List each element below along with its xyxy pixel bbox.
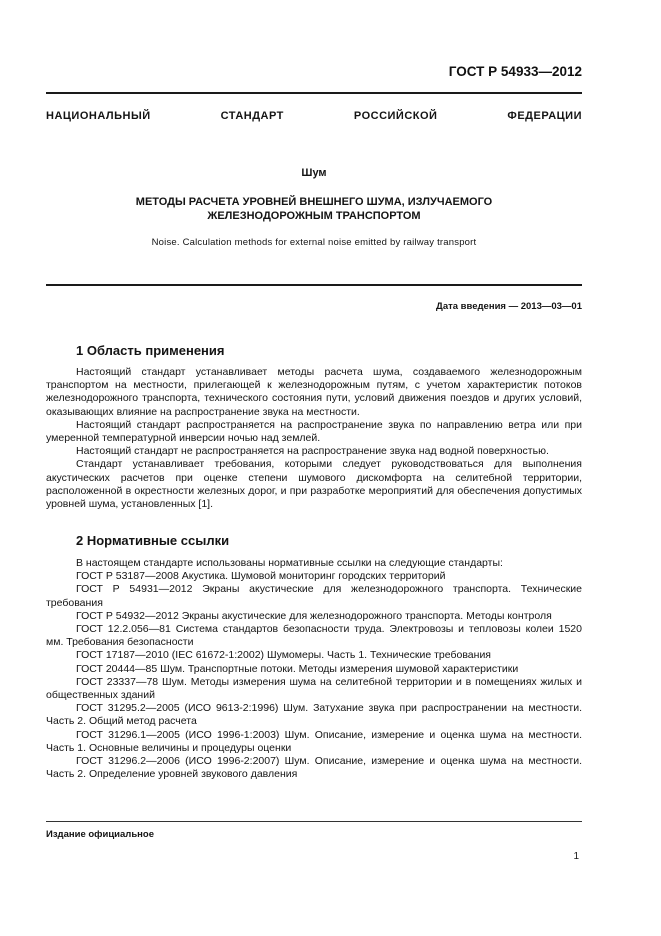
reference-item: ГОСТ Р 54932—2012 Экраны акустические для железнодорожного транспорта. Методы контроля: [76, 609, 552, 622]
header-divider: [46, 92, 582, 94]
reference-item: ГОСТ 31295.2—2005 (ИСО 9613-2:1996) Шум. Затухание звука при распространении на местности. Часть 2. Общий метод расчета: [46, 702, 582, 728]
reference-item: ГОСТ 17187—2010 (IEC 61672-1:2002) Шумомеры. Часть 1. Технические требования: [76, 649, 491, 662]
section-2-body: [46, 557, 582, 781]
section-2-heading: 2 Нормативные ссылки: [76, 533, 230, 548]
document-title-english: Noise. Calculation methods for external noise emitted by railway transport: [151, 237, 477, 248]
section-1-paragraph: Настоящий стандарт не распространяется на распространение звука над водной поверхностью.: [76, 445, 549, 458]
national-standard-banner: НАЦИОНАЛЬНЫЙ СТАНДАРТ РОССИЙСКОЙ ФЕДЕРАЦИИ: [46, 110, 582, 122]
reference-item: ГОСТ 12.2.056—81 Система стандартов безопасности труда. Электровозы и тепловозы колеи 1520 мм. Требования безопасности: [46, 623, 582, 649]
edition-label: Издание официальное: [46, 829, 154, 840]
page-number: 1: [573, 851, 579, 862]
section-1-heading: 1 Область применения: [76, 343, 225, 358]
reference-item: ГОСТ 20444—85 Шум. Транспортные потоки. Методы измерения шумовой характеристики: [76, 662, 519, 675]
document-title: МЕТОДЫ РАСЧЕТА УРОВНЕЙ ВНЕШНЕГО ШУМА, ИЗЛУЧАЕМОГО ЖЕЛЕЗНОДОРОЖНЫМ ТРАНСПОРТОМ: [135, 196, 493, 222]
section-1-paragraph: Настоящий стандарт устанавливает методы расчета шума, создаваемого железнодорожным транспортом на местности, прилегающей к железнодорожным путям, с учетом характеристик потоков железнодорожного транспорта, технического состояния пути, условий движения поездов и других условий, оказывающих влияние на распространение звука на местности.: [46, 366, 582, 418]
introduction-date: Дата введения — 2013—03—01: [436, 301, 582, 312]
reference-item: ГОСТ Р 53187—2008 Акустика. Шумовой мониторинг городских территорий: [76, 570, 446, 583]
reference-item: ГОСТ 31296.1—2005 (ИСО 1996-1:2003) Шум. Описание, измерение и оценка шума на местности. Часть 1. Основные величины и процедуры оценки: [46, 728, 582, 754]
section-1-paragraph: Настоящий стандарт распространяется на распространение звука по направлению ветра или при умеренной температурной инверсии ночью над землей.: [46, 418, 582, 445]
document-topic: Шум: [301, 167, 327, 179]
section-1-body: [46, 366, 582, 511]
section-2-intro: В настоящем стандарте использованы нормативные ссылки на следующие стандарты:: [76, 557, 503, 569]
footer-divider: [46, 821, 582, 822]
title-divider: [46, 284, 582, 286]
section-1-paragraph: Стандарт устанавливает требования, которыми следует руководствоваться для выполнения акустических расчетов при оценке степени шумового дискомфорта на селитебной территории, расположенной в окрестности железных дорог, и при разработке мероприятий для обеспечения допустимых уровней шума, установленных [1].: [46, 458, 582, 511]
standard-code: ГОСТ Р 54933—2012: [448, 64, 582, 79]
reference-item: ГОСТ 31296.2—2006 (ИСО 1996-2:2007) Шум. Описание, измерение и оценка шума на местности. Часть 2. Определение уровней звукового давления: [46, 755, 582, 781]
reference-item: ГОСТ Р 54931—2012 Экраны акустические для железнодорожного транспорта. Технические требования: [46, 583, 582, 609]
reference-item: ГОСТ 23337—78 Шум. Методы измерения шума на селитебной территории и в помещениях жилых и общественных зданий: [46, 675, 582, 702]
